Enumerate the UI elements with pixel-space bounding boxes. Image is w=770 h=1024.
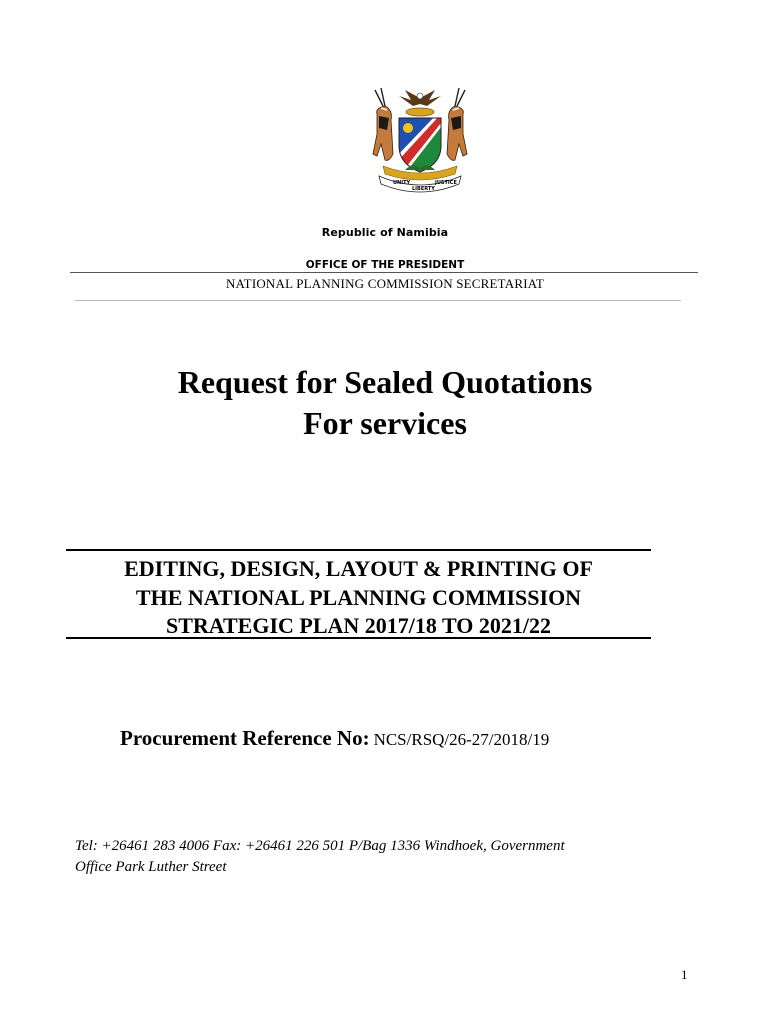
page-number: 1 [681,967,688,982]
svg-text:JUSTICE: JUSTICE [435,180,457,186]
subject-line: STRATEGIC PLAN 2017/18 TO 2021/22 [165,613,552,638]
header-divider-secondary [75,300,681,301]
procurement-reference-label: Procurement Reference No: [120,726,370,750]
subject-line: EDITING, DESIGN, LAYOUT & PRINTING OF [124,556,593,581]
subject-line: THE NATIONAL PLANNING COMMISSION [135,585,582,610]
subject-top-rule [66,549,651,551]
country-name: Republic of Namibia [321,226,449,239]
header-divider [70,272,698,273]
document-title: Request for Sealed Quotations [177,364,593,400]
procurement-reference-value: NCS/RSQ/26-27/2018/19 [373,730,550,749]
svg-text:LIBERTY: LIBERTY [412,186,435,192]
secretariat-name: NATIONAL PLANNING COMMISSION SECRETARIAT [225,276,545,291]
contact-address: Office Park Luther Street [75,859,227,875]
svg-text:UNITY: UNITY [393,180,411,186]
namibia-coat-of-arms-icon [355,84,485,194]
procurement-reference [120,726,549,751]
subject-bottom-rule [66,637,651,639]
contact-details: Tel: +26461 283 4006 Fax: +26461 226 501 P/Bag 1336 Windhoek, Government [75,838,565,854]
office-name: OFFICE OF THE PRESIDENT [305,259,465,271]
document-subtitle: For services [303,405,467,441]
